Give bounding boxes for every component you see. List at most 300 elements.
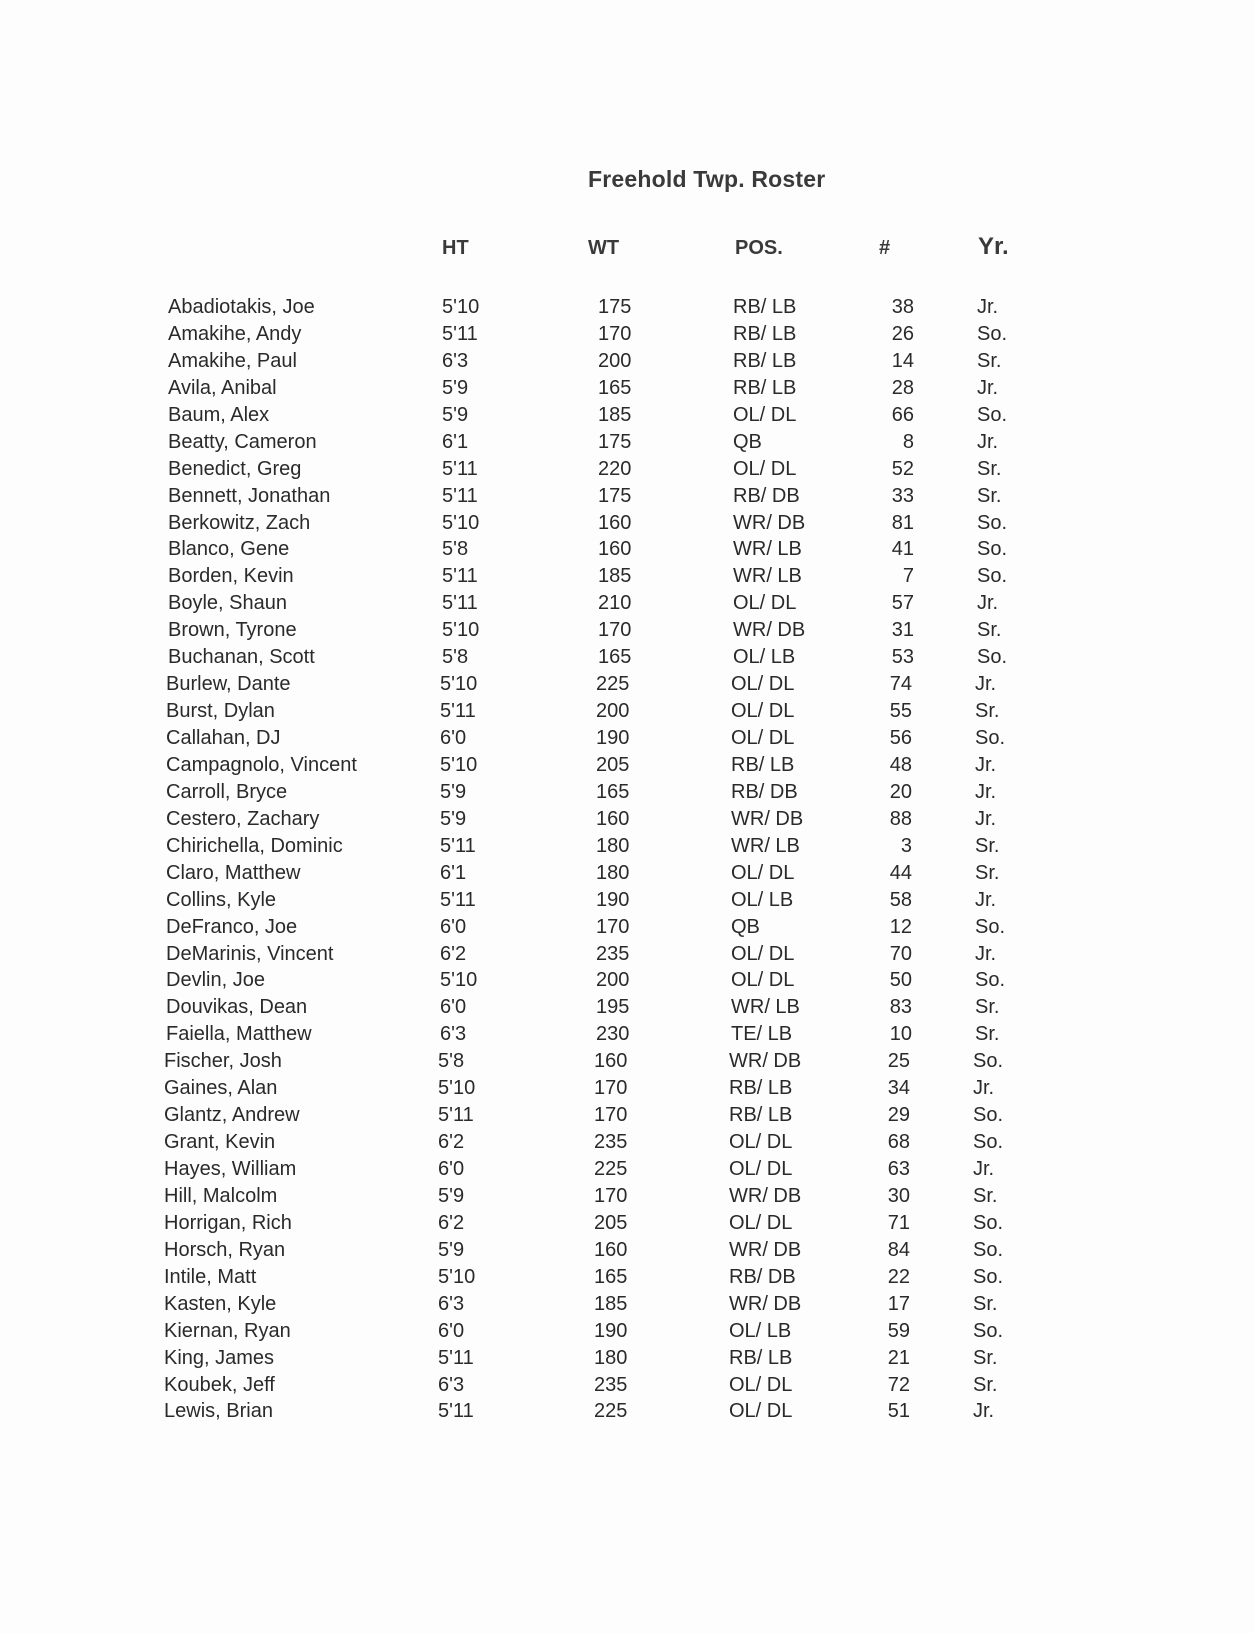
table-row [0, 431, 1255, 458]
player-height: 5'9 [438, 1238, 465, 1261]
player-weight: 160 [598, 511, 632, 534]
player-number: 10 [889, 1023, 912, 1046]
player-position: OL/ DL [729, 1400, 793, 1423]
roster-table [0, 296, 1255, 1427]
player-position: WR/ LB [731, 834, 800, 857]
player-number: 70 [889, 942, 912, 965]
player-year: So. [973, 1211, 1004, 1234]
player-year: Jr. [975, 780, 997, 803]
player-position: TE/ LB [731, 1023, 793, 1046]
player-height: 5'9 [438, 1184, 465, 1207]
player-weight: 175 [598, 296, 632, 318]
player-position: OL/ DL [731, 861, 795, 884]
player-height: 6'0 [438, 1158, 465, 1180]
player-height: 5'10 [442, 619, 480, 642]
table-row [0, 458, 1255, 485]
player-name: Kiernan, Ryan [164, 1319, 291, 1342]
player-height: 5'9 [440, 807, 467, 830]
player-name: DeFranco, Joe [166, 915, 298, 938]
player-name: Horrigan, Rich [164, 1211, 292, 1234]
column-header-pos: POS. [735, 237, 783, 259]
table-row [0, 1131, 1255, 1158]
player-number: 74 [889, 673, 912, 696]
table-row [0, 1077, 1255, 1104]
table-row [0, 700, 1255, 727]
player-number: 58 [889, 888, 912, 911]
player-name: Grant, Kevin [164, 1131, 276, 1154]
table-row [0, 592, 1255, 619]
player-number: 56 [889, 727, 912, 749]
table-row [0, 1400, 1255, 1427]
player-number: 25 [887, 1050, 910, 1073]
column-header-year: Yr. [978, 233, 1009, 260]
player-year: Sr. [977, 457, 1002, 480]
player-weight: 170 [594, 1104, 628, 1127]
player-weight: 195 [596, 996, 630, 1019]
table-row [0, 996, 1255, 1023]
player-name: Faiella, Matthew [166, 1023, 312, 1046]
player-position: OL/ DL [733, 457, 797, 480]
player-number: 51 [887, 1400, 910, 1423]
player-name: Abadiotakis, Joe [168, 296, 315, 318]
player-height: 6'2 [438, 1131, 465, 1154]
table-row [0, 673, 1255, 700]
player-position: WR/ DB [733, 619, 806, 642]
player-name: Fischer, Josh [164, 1050, 282, 1073]
player-number: 81 [891, 511, 914, 534]
player-name: King, James [164, 1346, 275, 1369]
player-weight: 200 [596, 969, 630, 992]
player-year: Jr. [975, 807, 997, 830]
player-position: WR/ DB [729, 1184, 802, 1207]
player-height: 6'3 [438, 1292, 465, 1315]
player-name: Claro, Matthew [166, 861, 301, 884]
player-height: 5'8 [442, 538, 469, 561]
player-name: Cestero, Zachary [166, 807, 320, 830]
player-weight: 220 [598, 457, 632, 480]
player-name: Burlew, Dante [166, 673, 291, 696]
player-position: OL/ DL [731, 700, 795, 723]
player-name: DeMarinis, Vincent [166, 942, 334, 965]
player-position: OL/ DL [731, 727, 795, 749]
player-position: OL/ DL [731, 969, 795, 992]
player-weight: 160 [596, 807, 630, 830]
player-height: 6'3 [440, 1023, 467, 1046]
player-name: Collins, Kyle [166, 888, 277, 911]
player-name: Hayes, William [164, 1158, 297, 1180]
player-name: Bennett, Jonathan [168, 484, 331, 507]
player-position: RB/ LB [733, 322, 797, 345]
player-year: Sr. [977, 484, 1002, 507]
player-height: 6'1 [440, 861, 467, 884]
player-year: Sr. [977, 619, 1002, 642]
player-position: RB/ LB [733, 349, 797, 372]
player-name: Kasten, Kyle [164, 1292, 277, 1315]
table-row [0, 754, 1255, 781]
table-row [0, 1104, 1255, 1131]
player-position: OL/ DL [733, 592, 797, 615]
table-row [0, 646, 1255, 673]
player-number: 8 [902, 430, 914, 453]
player-position: WR/ LB [731, 996, 800, 1019]
player-position: OL/ DL [729, 1373, 793, 1396]
player-year: Jr. [975, 673, 997, 696]
table-row [0, 781, 1255, 808]
player-height: 5'11 [442, 484, 478, 507]
table-row [0, 404, 1255, 431]
player-number: 50 [889, 969, 912, 992]
table-row [0, 1266, 1255, 1293]
player-number: 59 [887, 1319, 910, 1342]
player-year: Jr. [973, 1158, 995, 1180]
table-row [0, 727, 1255, 754]
player-name: Callahan, DJ [166, 727, 281, 749]
player-number: 3 [900, 834, 912, 857]
player-weight: 170 [598, 322, 632, 345]
player-weight: 225 [594, 1158, 628, 1180]
player-year: So. [977, 403, 1008, 426]
player-position: RB/ DB [733, 484, 800, 507]
player-position: RB/ DB [731, 780, 798, 803]
table-row [0, 835, 1255, 862]
player-weight: 165 [594, 1265, 628, 1288]
player-year: Jr. [975, 942, 997, 965]
player-weight: 185 [594, 1292, 628, 1315]
player-height: 5'11 [442, 457, 478, 480]
player-name: Berkowitz, Zach [168, 511, 311, 534]
player-position: WR/ LB [733, 565, 802, 588]
player-name: Avila, Anibal [168, 376, 277, 399]
player-year: So. [973, 1265, 1004, 1288]
player-weight: 160 [594, 1050, 628, 1073]
table-row [0, 1212, 1255, 1239]
player-name: Burst, Dylan [166, 700, 275, 723]
player-height: 6'3 [442, 349, 469, 372]
player-position: WR/ DB [733, 511, 806, 534]
player-number: 52 [891, 457, 914, 480]
player-height: 5'10 [438, 1265, 476, 1288]
player-height: 6'2 [438, 1211, 465, 1234]
player-year: So. [977, 646, 1008, 669]
player-number: 14 [891, 349, 914, 372]
table-row [0, 1293, 1255, 1320]
player-position: QB [733, 430, 762, 453]
player-number: 72 [887, 1373, 910, 1396]
player-name: Borden, Kevin [168, 565, 294, 588]
player-weight: 200 [596, 700, 630, 723]
player-height: 5'10 [440, 673, 478, 696]
player-weight: 225 [594, 1400, 628, 1423]
player-name: Intile, Matt [164, 1265, 257, 1288]
player-height: 6'0 [440, 915, 467, 938]
player-height: 6'2 [440, 942, 467, 965]
player-height: 6'3 [438, 1373, 465, 1396]
player-position: OL/ DL [729, 1158, 793, 1180]
table-row [0, 1185, 1255, 1212]
table-row [0, 296, 1255, 323]
table-row [0, 565, 1255, 592]
player-weight: 190 [596, 727, 630, 749]
player-height: 5'11 [438, 1400, 474, 1423]
player-year: So. [977, 511, 1008, 534]
player-height: 5'10 [440, 969, 478, 992]
player-year: Jr. [977, 296, 999, 318]
player-height: 5'11 [440, 888, 476, 911]
player-weight: 185 [598, 565, 632, 588]
table-row [0, 889, 1255, 916]
player-position: OL/ DL [729, 1131, 793, 1154]
table-row [0, 1158, 1255, 1185]
player-position: WR/ DB [729, 1292, 802, 1315]
player-height: 6'0 [440, 996, 467, 1019]
player-year: Jr. [975, 888, 997, 911]
player-number: 88 [889, 807, 912, 830]
player-number: 71 [887, 1211, 910, 1234]
player-name: Buchanan, Scott [168, 646, 315, 669]
player-number: 38 [891, 296, 914, 318]
player-position: OL/ LB [731, 888, 794, 911]
player-name: Lewis, Brian [164, 1400, 273, 1423]
player-name: Baum, Alex [168, 403, 270, 426]
player-name: Carroll, Bryce [166, 780, 288, 803]
player-number: 22 [887, 1265, 910, 1288]
player-height: 5'9 [440, 780, 467, 803]
player-height: 5'10 [442, 511, 480, 534]
player-weight: 185 [598, 403, 632, 426]
player-weight: 170 [596, 915, 630, 938]
player-weight: 160 [598, 538, 632, 561]
player-weight: 180 [594, 1346, 628, 1369]
player-name: Brown, Tyrone [168, 619, 297, 642]
player-name: Amakihe, Andy [168, 322, 302, 345]
player-year: So. [977, 322, 1008, 345]
player-position: OL/ LB [729, 1319, 792, 1342]
player-position: RB/ LB [729, 1077, 793, 1100]
player-weight: 170 [594, 1077, 628, 1100]
player-position: RB/ LB [733, 296, 797, 318]
player-name: Blanco, Gene [168, 538, 290, 561]
table-row [0, 512, 1255, 539]
player-position: RB/ LB [731, 753, 795, 776]
player-weight: 170 [598, 619, 632, 642]
player-number: 17 [887, 1292, 910, 1315]
player-weight: 205 [596, 753, 630, 776]
player-height: 5'11 [442, 592, 478, 615]
player-year: So. [975, 727, 1006, 749]
player-number: 21 [887, 1346, 910, 1369]
table-row [0, 862, 1255, 889]
table-row [0, 1320, 1255, 1347]
player-height: 5'10 [438, 1077, 476, 1100]
player-position: RB/ DB [729, 1265, 796, 1288]
player-position: WR/ DB [729, 1050, 802, 1073]
player-height: 5'8 [442, 646, 469, 669]
player-weight: 200 [598, 349, 632, 372]
player-name: Glantz, Andrew [164, 1104, 300, 1127]
player-position: WR/ LB [733, 538, 802, 561]
player-weight: 165 [598, 376, 632, 399]
player-number: 30 [887, 1184, 910, 1207]
player-year: So. [977, 565, 1008, 588]
player-height: 5'9 [442, 376, 469, 399]
player-year: Sr. [975, 834, 1000, 857]
column-header-wt: WT [588, 237, 620, 259]
player-year: So. [973, 1319, 1004, 1342]
player-number: 33 [891, 484, 914, 507]
table-row [0, 323, 1255, 350]
player-year: So. [975, 969, 1006, 992]
table-row [0, 1023, 1255, 1050]
player-year: Jr. [977, 376, 999, 399]
player-weight: 235 [594, 1131, 628, 1154]
player-year: So. [973, 1131, 1004, 1154]
player-height: 5'11 [442, 565, 478, 588]
player-name: Campagnolo, Vincent [166, 753, 357, 776]
player-weight: 165 [596, 780, 630, 803]
player-year: Sr. [975, 861, 1000, 884]
player-number: 66 [891, 403, 914, 426]
player-height: 6'0 [440, 727, 467, 749]
player-name: Chirichella, Dominic [166, 834, 343, 857]
player-year: Jr. [977, 430, 999, 453]
table-row [0, 916, 1255, 943]
player-year: So. [973, 1050, 1004, 1073]
player-year: Sr. [973, 1346, 998, 1369]
player-number: 20 [889, 780, 912, 803]
player-number: 31 [891, 619, 914, 642]
player-name: Gaines, Alan [164, 1077, 278, 1100]
player-name: Amakihe, Paul [168, 349, 297, 372]
player-year: Sr. [973, 1184, 998, 1207]
player-position: RB/ LB [733, 376, 797, 399]
page-title: Freehold Twp. Roster [588, 166, 826, 192]
player-weight: 230 [596, 1023, 630, 1046]
player-height: 6'0 [438, 1319, 465, 1342]
player-number: 34 [887, 1077, 910, 1100]
player-year: Jr. [973, 1400, 995, 1423]
table-row [0, 1347, 1255, 1374]
player-position: WR/ DB [729, 1238, 802, 1261]
player-name: Horsch, Ryan [164, 1238, 286, 1261]
player-weight: 235 [594, 1373, 628, 1396]
player-height: 5'8 [438, 1050, 465, 1073]
player-year: Sr. [975, 1023, 1000, 1046]
player-height: 5'11 [440, 834, 476, 857]
player-year: So. [975, 915, 1006, 938]
player-position: OL/ LB [733, 646, 796, 669]
table-row [0, 350, 1255, 377]
player-weight: 190 [596, 888, 630, 911]
table-row [0, 969, 1255, 996]
player-height: 5'10 [440, 753, 478, 776]
player-height: 5'11 [438, 1104, 474, 1127]
table-row [0, 943, 1255, 970]
player-position: QB [731, 915, 760, 938]
player-name: Koubek, Jeff [164, 1373, 275, 1396]
player-number: 28 [891, 376, 914, 399]
player-year: Sr. [977, 349, 1002, 372]
player-weight: 175 [598, 484, 632, 507]
table-row [0, 485, 1255, 512]
table-row [0, 1050, 1255, 1077]
player-number: 84 [887, 1238, 910, 1261]
player-number: 7 [902, 565, 914, 588]
player-position: OL/ DL [729, 1211, 793, 1234]
player-number: 44 [889, 861, 912, 884]
player-name: Beatty, Cameron [168, 430, 317, 453]
player-position: WR/ DB [731, 807, 804, 830]
player-year: Sr. [975, 700, 1000, 723]
player-number: 53 [891, 646, 914, 669]
table-row [0, 538, 1255, 565]
player-year: Jr. [973, 1077, 995, 1100]
player-position: OL/ DL [733, 403, 797, 426]
player-weight: 205 [594, 1211, 628, 1234]
player-year: So. [973, 1104, 1004, 1127]
player-weight: 210 [598, 592, 632, 615]
player-number: 63 [887, 1158, 910, 1180]
player-number: 48 [889, 753, 912, 776]
player-weight: 235 [596, 942, 630, 965]
player-year: Jr. [975, 753, 997, 776]
player-name: Benedict, Greg [168, 457, 302, 480]
player-year: Sr. [973, 1373, 998, 1396]
player-year: Sr. [973, 1292, 998, 1315]
table-row [0, 619, 1255, 646]
table-row [0, 808, 1255, 835]
column-header-number: # [879, 237, 891, 259]
player-year: Sr. [975, 996, 1000, 1019]
player-weight: 160 [594, 1238, 628, 1261]
table-row [0, 1374, 1255, 1401]
player-number: 29 [887, 1104, 910, 1127]
player-number: 57 [891, 592, 914, 615]
player-name: Devlin, Joe [166, 969, 265, 992]
player-number: 41 [891, 538, 914, 561]
player-number: 12 [889, 915, 912, 938]
player-name: Boyle, Shaun [168, 592, 287, 615]
table-row [0, 1239, 1255, 1266]
player-weight: 175 [598, 430, 632, 453]
player-height: 5'11 [442, 322, 478, 345]
player-position: OL/ DL [731, 942, 795, 965]
player-year: Jr. [977, 592, 999, 615]
player-position: RB/ LB [729, 1346, 793, 1369]
player-height: 6'1 [442, 430, 469, 453]
player-position: RB/ LB [729, 1104, 793, 1127]
player-name: Douvikas, Dean [166, 996, 308, 1019]
player-year: So. [973, 1238, 1004, 1261]
player-weight: 180 [596, 861, 630, 884]
player-height: 5'11 [440, 700, 476, 723]
player-weight: 170 [594, 1184, 628, 1207]
table-row [0, 377, 1255, 404]
player-weight: 180 [596, 834, 630, 857]
player-number: 83 [889, 996, 912, 1019]
player-name: Hill, Malcolm [164, 1184, 278, 1207]
player-weight: 190 [594, 1319, 628, 1342]
player-weight: 165 [598, 646, 632, 669]
player-weight: 225 [596, 673, 630, 696]
player-number: 55 [889, 700, 912, 723]
player-height: 5'9 [442, 403, 469, 426]
player-number: 68 [887, 1131, 910, 1154]
player-number: 26 [891, 322, 914, 345]
column-header-ht: HT [442, 237, 469, 259]
player-height: 5'10 [442, 296, 480, 318]
player-height: 5'11 [438, 1346, 474, 1369]
player-position: OL/ DL [731, 673, 795, 696]
